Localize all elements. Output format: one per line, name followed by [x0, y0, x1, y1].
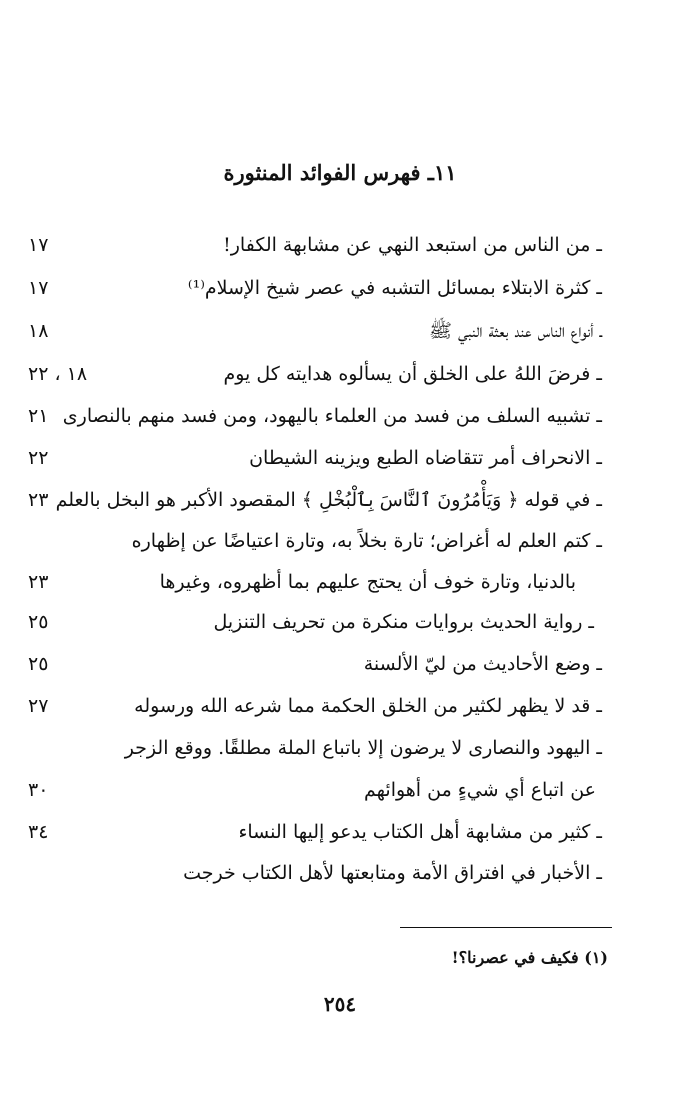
index-entry: [28, 357, 602, 391]
entry-text: ـ في قوله ﴿ وَيَأْمُرُونَ ٱلنَّاسَ بِٱلْبُخْلِ ﴾ المقصود الأكبر هو البخل بالعلم: [55, 489, 602, 511]
index-entry: [28, 731, 602, 765]
entry-text: ـ الانحراف أمر تتقاضاه الطبع ويزينه الشيطان: [249, 447, 602, 469]
entry-text: ـ الأخبار في افتراق الأمة ومتابعتها لأهل الكتاب خرجت: [183, 862, 602, 884]
entry-text: ـ تشبيه السلف من فسد من العلماء باليهود، ومن فسد منهم بالنصارى: [62, 405, 602, 427]
entry-text: ـ فرضَ اللهُ على الخلق أن يسألوه هدايته كل يوم: [223, 363, 602, 385]
entry-pages: ١٧: [28, 234, 49, 256]
footnote: (١) فكيف في عصرنا؟!: [451, 948, 608, 967]
index-entry-continuation: [28, 773, 602, 807]
entry-pages: ٢١: [28, 405, 49, 427]
index-entry: [28, 228, 602, 262]
index-entry: [28, 856, 602, 890]
entry-pages: ٢٥: [28, 653, 49, 675]
page-number: ٢٥٤: [323, 992, 357, 1016]
entry-text: ـ رواية الحديث بروايات منكرة من تحريف التنزيل: [213, 611, 594, 633]
index-entry: [28, 441, 602, 475]
entry-pages: ٣٠: [28, 779, 49, 801]
index-entry: [28, 605, 602, 639]
index-entry: [28, 689, 602, 723]
index-entry: [28, 314, 602, 348]
entry-text: بالدنيا، وتارة خوف أن يحتج عليهم بما أظهروه، وغيرها: [159, 571, 576, 593]
entry-text: ـ أنواع الناس عند بعثة النبي ﷺ: [429, 320, 602, 342]
index-entry: [28, 524, 602, 558]
entry-text: ـ قد لا يظهر لكثير من الخلق الحكمة مما شرعه الله ورسوله: [134, 695, 602, 717]
index-entry: [28, 271, 602, 305]
index-entry: [28, 815, 602, 849]
index-entry-continuation: [28, 565, 602, 599]
entry-pages: ١٧: [28, 277, 49, 299]
entry-text: عن اتباع أي شيءٍ من أهوائهم: [364, 779, 596, 801]
entry-text: ـ من الناس من استبعد النهي عن مشابهة الكفار!: [223, 234, 602, 256]
index-entry: [28, 399, 602, 433]
entry-text: ـ اليهود والنصارى لا يرضون إلا باتباع الملة مطلقًا. ووقع الزجر: [124, 737, 602, 759]
entry-pages: ٢٥: [28, 611, 49, 633]
entry-pages: ٢٣: [28, 489, 49, 511]
index-entry: [28, 483, 602, 517]
entry-pages: ٢٢: [28, 447, 49, 469]
entry-pages: ١٨: [28, 320, 49, 342]
entry-text: ـ كتم العلم له أغراض؛ تارة بخلاً به، وتارة اعتياضًا عن إظهاره: [131, 530, 602, 552]
entry-text: ـ كثير من مشابهة أهل الكتاب يدعو إليها النساء: [238, 821, 602, 843]
entry-text: ـ وضع الأحاديث من ليّ الألسنة: [363, 653, 602, 675]
entry-pages: ٢٣: [28, 571, 49, 593]
footnote-divider: [400, 927, 612, 928]
entry-pages: ٢٧: [28, 695, 49, 717]
entry-pages: ١٨ ، ٢٢: [28, 363, 88, 385]
page-title: ١١ـ فهرس الفوائد المنثورة: [223, 160, 457, 185]
entry-text: ـ كثرة الابتلاء بمسائل التشبه في عصر شيخ الإسلام⁽¹⁾: [187, 277, 602, 299]
entry-pages: ٣٤: [28, 821, 49, 843]
index-entry: [28, 647, 602, 681]
